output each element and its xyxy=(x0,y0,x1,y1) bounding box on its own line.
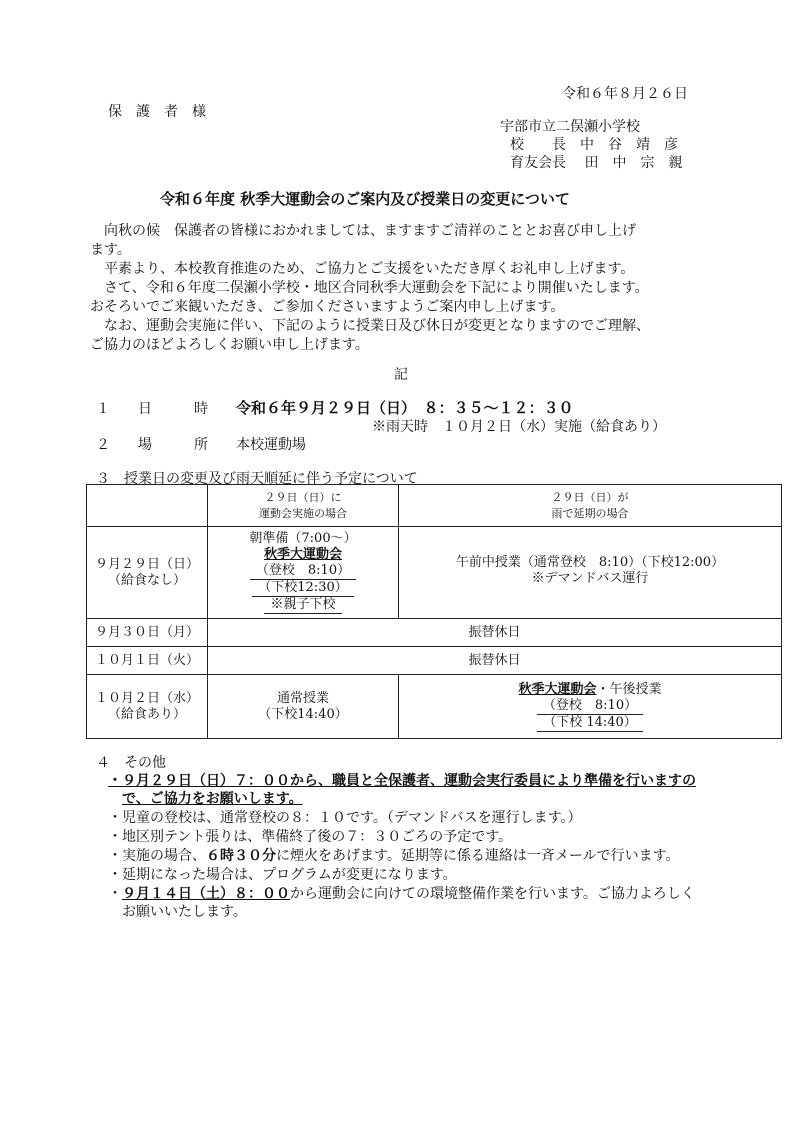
row1-sub: （給食なし） xyxy=(107,572,186,588)
row1-a1: 朝準備（7:00～） xyxy=(249,531,357,546)
row4-sub: （給食あり） xyxy=(107,706,186,722)
other-item-3: ・地区別テント張りは、準備終了後の７：３０ごろの予定です。 xyxy=(108,829,513,845)
row4-a1: 通常授業 xyxy=(276,690,329,706)
col-postponed xyxy=(399,485,782,527)
other-item-2: ・児童の登校は、通常登校の８：１０です。（デマンドバスを運行します。） xyxy=(108,810,582,826)
row1-a2: 秋季大運動会 xyxy=(263,547,342,562)
intro-p1b: ます。 xyxy=(90,242,131,258)
intro-p1a: 向秋の候 保護者の皆様におかれましては、ますますご清祥のこととお喜び申し上げ xyxy=(104,223,636,239)
row4-date-text: １０月２日（水） xyxy=(94,690,199,706)
intro-p2: 平素より、本校教育推進のため、ご協力とご支援をいただき厚くお礼申し上げます。 xyxy=(104,261,635,277)
ki-heading: 記 xyxy=(394,367,408,383)
row4-date xyxy=(87,675,208,739)
date-value: 令和６年９月２９日（日） ８：３５～１２：３０ xyxy=(236,399,574,417)
other-item-5: ・延期になった場合は、プログラムが変更になります。 xyxy=(108,867,457,883)
other-item-4c: に煙火をあげます。延期等に係る連絡は一斉メールで行います。 xyxy=(276,848,680,864)
place-value: 本校運動場 xyxy=(236,437,306,453)
document-title: 令和６年度 秋季大運動会のご案内及び授業日の変更について xyxy=(160,190,570,208)
intro-p3b: おそろいでご来観いただき、ご参加くださいますようご案内申し上げます。 xyxy=(90,299,565,315)
table-header-row xyxy=(87,485,782,527)
row4-a2: （下校14:40） xyxy=(258,706,348,722)
col-held-line2: 運動会実施の場合 xyxy=(259,506,347,520)
row1-date-text: ９月２９日（日） xyxy=(94,556,199,572)
table-row xyxy=(87,647,782,675)
other-heading: ４ その他 xyxy=(96,755,166,771)
col-held xyxy=(208,485,399,527)
row3-value: 振替休日 xyxy=(208,647,782,675)
intro xyxy=(90,222,720,355)
other-list xyxy=(108,772,708,922)
school-name: 宇部市立二俣瀬小学校 xyxy=(500,119,640,135)
addressee: 保 護 者 様 xyxy=(108,104,206,120)
other-item-4 xyxy=(108,847,708,865)
date: 令和６年８月２６日 xyxy=(562,86,688,102)
row1-postponed xyxy=(399,527,782,619)
table-row xyxy=(87,675,782,739)
row3-date: １０月１日（火） xyxy=(87,647,208,675)
other-item-6c: から運動会に向けての環境整備作業を行います。ご協力よろしくお願いいたします。 xyxy=(122,886,695,920)
row1-b1: 午前中授業（通常登校 8:10）（下校12:00） xyxy=(455,555,725,570)
col-held-line1: ２９日（日）に xyxy=(264,490,342,504)
intro-p4a: なお、運動会実施に伴い、下記のように授業日及び休日が変更となりますのでご理解、 xyxy=(104,318,650,334)
col-postponed-line1: ２９日（日）が xyxy=(551,490,629,504)
row4-b2: （登校 8:10） xyxy=(537,698,643,715)
pta-president: 育友会長 田 中 宗 親 xyxy=(510,155,683,171)
row2-value: 振替休日 xyxy=(208,619,782,647)
other-item-6a: ・ xyxy=(108,886,122,902)
rain-note: ※雨天時 １０月２日（水）実施（給食あり） xyxy=(372,419,666,435)
row4-b3: （下校 14:40） xyxy=(537,715,643,732)
row4-b1-suffix: ・午後授業 xyxy=(596,681,662,697)
table-row xyxy=(87,619,782,647)
date-label: １ 日 時 xyxy=(96,401,208,417)
other-item-1: ・９月２９日（日）７：００から、職員と全保護者、運動会実行委員により準備を行いますので、ご協力をお願いします。 xyxy=(108,773,696,807)
other-item-6b: ９月１４日（土）８：００ xyxy=(122,886,290,902)
other-item-4b: ６時３０分 xyxy=(206,848,276,864)
schedule-table xyxy=(86,484,782,739)
principal: 校 長 中 谷 靖 彦 xyxy=(510,137,678,153)
other-item-6 xyxy=(108,885,708,921)
table-row xyxy=(87,527,782,619)
other-item-4a: ・実施の場合、 xyxy=(108,848,206,864)
place-label: ２ 場 所 xyxy=(96,437,208,453)
section3-heading: ３ 授業日の変更及び雨天順延に伴う予定について xyxy=(96,471,418,487)
row4-b1: 秋季大運動会 xyxy=(518,681,597,697)
row2-date: ９月３０日（月） xyxy=(87,619,208,647)
row1-b2: ※デマンドバス運行 xyxy=(531,571,649,586)
row1-a5: ※親子下校 xyxy=(264,597,341,614)
intro-p4b: ご協力のほどよろしくお願い申し上げます。 xyxy=(90,337,369,353)
table-corner xyxy=(87,485,208,527)
row4-postponed xyxy=(399,675,782,739)
intro-p3a: さて、令和６年度二俣瀬小学校・地区合同秋季大運動会を下記により開催いたします。 xyxy=(104,280,649,296)
row1-date xyxy=(87,527,208,619)
row4-held xyxy=(208,675,399,739)
row1-held xyxy=(208,527,399,619)
row1-a4: （下校12:30） xyxy=(252,580,353,597)
col-postponed-line2: 雨で延期の場合 xyxy=(551,506,629,520)
row1-a3: （登校 8:10） xyxy=(250,563,356,580)
